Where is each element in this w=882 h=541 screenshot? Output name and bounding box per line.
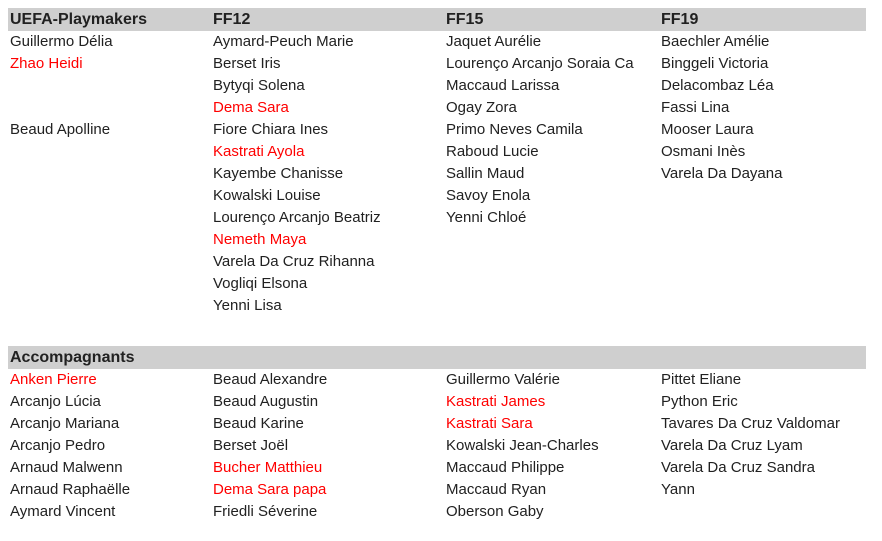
name-cell: Beaud Apolline	[10, 121, 111, 138]
name-cell	[8, 141, 211, 163]
name-cell-highlighted: Anken Pierre	[10, 371, 97, 388]
name-cell: Beaud Karine	[213, 415, 304, 432]
name-cell	[8, 163, 211, 185]
name-cell: Mooser Laura	[661, 121, 754, 138]
name-cell: Varela Da Dayana	[661, 165, 783, 182]
name-cell-highlighted: Kastrati Sara	[446, 415, 533, 432]
name-cell	[659, 295, 866, 317]
section-title-accompagnants: Accompagnants	[10, 349, 135, 366]
name-cell: Fassi Lina	[661, 99, 730, 116]
name-cell: Friedli Séverine	[213, 503, 318, 520]
table-row	[8, 119, 866, 141]
table-row	[8, 207, 866, 229]
name-cell: Jaquet Aurélie	[446, 33, 542, 50]
name-cell: Guillermo Valérie	[446, 371, 560, 388]
name-cell-highlighted: Dema Sara	[213, 99, 289, 116]
name-cell: Berset Joël	[213, 437, 289, 454]
name-cell: Arcanjo Mariana	[10, 415, 120, 432]
name-cell: Sallin Maud	[446, 165, 525, 182]
name-cell: Pittet Eliane	[661, 371, 742, 388]
name-cell: Arcanjo Pedro	[10, 437, 106, 454]
name-cell: Vogliqi Elsona	[213, 275, 308, 292]
name-cell: Maccaud Ryan	[446, 481, 547, 498]
name-cell: Ogay Zora	[446, 99, 517, 116]
name-cell: Kowalski Louise	[213, 187, 321, 204]
name-cell	[8, 229, 211, 251]
section-accompagnants	[8, 346, 866, 523]
table-row	[8, 501, 866, 523]
name-cell	[8, 185, 211, 207]
name-cell: Guillermo Délia	[10, 33, 113, 50]
playmakers-rows	[8, 31, 866, 317]
name-cell: Oberson Gaby	[446, 503, 544, 520]
name-cell	[8, 273, 211, 295]
name-cell	[8, 251, 211, 273]
table-row	[8, 75, 866, 97]
name-cell: Aymard-Peuch Marie	[213, 33, 354, 50]
name-cell: Primo Neves Camila	[446, 121, 583, 138]
name-cell	[659, 501, 866, 523]
column-header-group: UEFA-Playmakers	[10, 11, 147, 28]
table-row	[8, 53, 866, 75]
name-cell: Kowalski Jean-Charles	[446, 437, 599, 454]
table-row	[8, 141, 866, 163]
name-cell: Osmani Inès	[661, 143, 746, 160]
name-cell: Arnaud Malwenn	[10, 459, 123, 476]
name-cell: Aymard Vincent	[10, 503, 116, 520]
name-cell	[659, 251, 866, 273]
section-header-accompagnants	[8, 346, 866, 369]
column-header-ff12: FF12	[213, 11, 251, 28]
name-cell: Arnaud Raphaëlle	[10, 481, 131, 498]
table-row	[8, 369, 866, 391]
name-cell	[444, 295, 659, 317]
name-cell	[659, 207, 866, 229]
name-cell-highlighted: Nemeth Maya	[213, 231, 307, 248]
name-cell-highlighted: Kastrati James	[446, 393, 546, 410]
name-cell	[444, 251, 659, 273]
name-cell: Beaud Augustin	[213, 393, 319, 410]
name-cell	[659, 273, 866, 295]
section-playmakers	[8, 0, 866, 317]
name-cell: Binggeli Victoria	[661, 55, 769, 72]
name-cell: Raboud Lucie	[446, 143, 539, 160]
name-cell-highlighted: Dema Sara papa	[213, 481, 327, 498]
name-cell	[8, 207, 211, 229]
name-cell: Lourenço Arcanjo Beatriz	[213, 209, 381, 226]
name-cell: Maccaud Philippe	[446, 459, 565, 476]
name-cell: Baechler Amélie	[661, 33, 770, 50]
name-cell	[659, 185, 866, 207]
name-cell: Python Eric	[661, 393, 738, 410]
name-cell-highlighted: Zhao Heidi	[10, 55, 83, 72]
table-row	[8, 185, 866, 207]
name-cell-highlighted: Bucher Matthieu	[213, 459, 323, 476]
name-cell: Maccaud Larissa	[446, 77, 560, 94]
name-cell-highlighted: Kastrati Ayola	[213, 143, 305, 160]
name-cell: Varela Da Cruz Rihanna	[213, 253, 375, 270]
table-row	[8, 31, 866, 53]
name-cell: Berset Iris	[213, 55, 281, 72]
name-cell: Yenni Lisa	[213, 297, 282, 314]
name-cell: Delacombaz Léa	[661, 77, 774, 94]
table-row	[8, 479, 866, 501]
table-row	[8, 97, 866, 119]
name-cell	[8, 295, 211, 317]
table-row	[8, 435, 866, 457]
name-cell: Fiore Chiara Ines	[213, 121, 329, 138]
name-cell: Varela Da Cruz Sandra	[661, 459, 815, 476]
name-cell: Yenni Chloé	[446, 209, 527, 226]
name-cell: Varela Da Cruz Lyam	[661, 437, 803, 454]
name-cell	[444, 273, 659, 295]
section-header-playmakers	[8, 8, 866, 31]
name-cell: Lourenço Arcanjo Soraia Ca	[446, 55, 634, 72]
name-cell: Bytyqi Solena	[213, 77, 305, 94]
name-cell	[444, 229, 659, 251]
name-cell: Beaud Alexandre	[213, 371, 328, 388]
name-cell	[8, 97, 211, 119]
name-cell: Arcanjo Lúcia	[10, 393, 101, 410]
column-header-ff19: FF19	[661, 11, 699, 28]
name-cell: Kayembe Chanisse	[213, 165, 344, 182]
table-row	[8, 413, 866, 435]
name-cell: Tavares Da Cruz Valdomar	[661, 415, 840, 432]
table-row	[8, 391, 866, 413]
table-row	[8, 457, 866, 479]
name-cell: Yann	[661, 481, 695, 498]
name-cell: Savoy Enola	[446, 187, 531, 204]
table-row	[8, 163, 866, 185]
name-cell	[8, 75, 211, 97]
name-cell	[659, 229, 866, 251]
table-row	[8, 251, 866, 273]
table-row	[8, 273, 866, 295]
table-row	[8, 295, 866, 317]
accompagnants-rows	[8, 369, 866, 523]
column-header-ff15: FF15	[446, 11, 484, 28]
table-row	[8, 229, 866, 251]
